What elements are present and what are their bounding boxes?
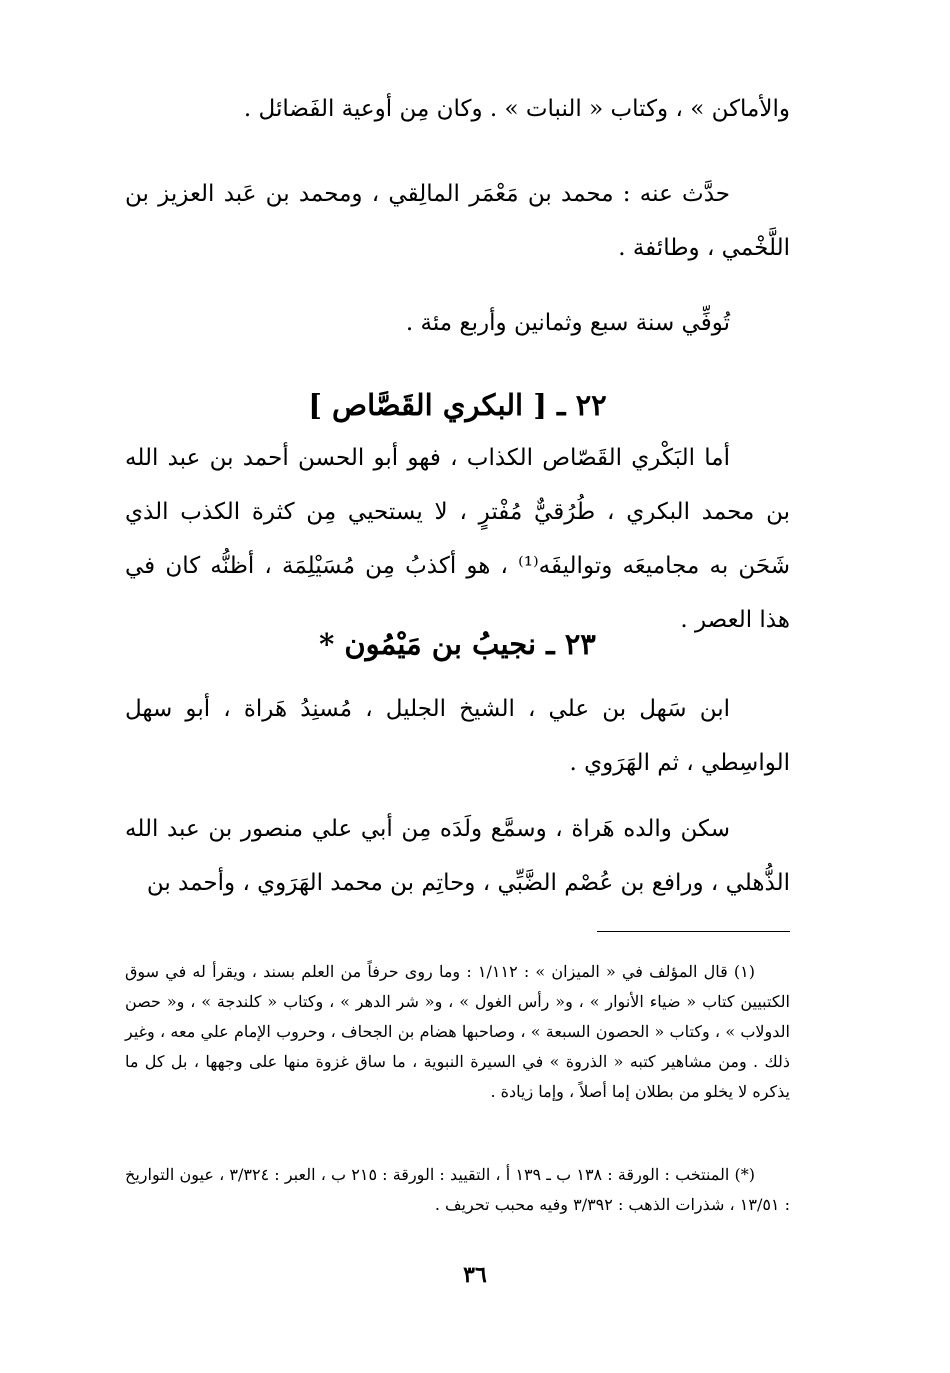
footnote-star — [125, 1160, 790, 1220]
paragraph-al-bakri: أما البَكْري القَصّاص الكذاب ، فهو أبو الحسن أحمد بن عبد الله بن محمد البكري ، طُرُقيٌّ مُفْترٍ ، لا يستحيي مِن كثرة الكذب الذي شَحَن به مجاميعَه وتواليفَه⁽¹⁾ ، هو أكذبُ مِن مُسَيْلِمَة ، أظنُّه كان في هذا العصر . — [125, 445, 790, 633]
paragraph-death-date: تُوفِّي سنة سبع وثمانين وأربع مئة . — [405, 310, 730, 336]
page-number: ٣٦ — [463, 1262, 487, 1288]
footnote-1-text: (١) قال المؤلف في « الميزان » : ١/١١٢ : وما روى حرفاً من العلم بسند ، ويقرأ له في سوق الكتبيين كتاب « ضياء الأنوار » ، و« رأس الغول » ، و« شر الدهر » ، وكتاب « كلندجة » ، و« حصن الدولاب » ، وكتاب « الحصون السبعة » ، وصاحبها هضام بن الجحاف ، وحروب الإمام علي معه ، وغير ذلك . ومن مشاهير كتبه « الذروة » في السيرة النبوية ، ما ساق غزوة منها على وجهها ، بل كل ما يذكره لا يخلو من بطلان إما أصلاً ، وإما زيادة . — [125, 962, 790, 1101]
paragraph-places-and-plants: والأماكن » ، وكتاب « النبات » . وكان مِن أوعية الفَضائل . — [243, 96, 790, 122]
footnote-star-text: (*) المنتخب : الورقة : ١٣٨ ب ـ ١٣٩ أ ، التقييد : الورقة : ٢١٥ ب ، العبر : ٣/٣٢٤ ، عيون التواريخ : ١٣/٥١ ، شذرات الذهب : ٣/٣٩٢ وفيه محبب تحريف . — [125, 1165, 790, 1214]
heading-entry-22: ٢٢ ـ [ البكري القَصَّاص ] — [308, 388, 607, 422]
footnote-1 — [125, 957, 790, 1107]
paragraph-settled-herat: سكن والده هَراة ، وسمَّع ولَدَه مِن أبي علي منصور بن عبد الله الذُّهلي ، ورافع بن عُصْم الضَّبِّي ، وحاتِم بن محمد الهَرَوي ، وأحمد بن — [125, 816, 790, 896]
heading-entry-23: ٢٣ ـ نجيبُ بن مَيْمُون * — [319, 627, 596, 661]
paragraph-ibn-sahl: ابن سَهل بن علي ، الشيخ الجليل ، مُسنِدُ هَراة ، أبو سهل الواسِطي ، ثم الهَرَوي . — [125, 696, 790, 776]
footnote-divider — [597, 931, 790, 932]
paragraph-narrated-from-him: حدَّث عنه : محمد بن مَعْمَر المالِقي ، ومحمد بن عَبد العزيز بن اللَّخْمي ، وطائفة . — [125, 181, 790, 261]
